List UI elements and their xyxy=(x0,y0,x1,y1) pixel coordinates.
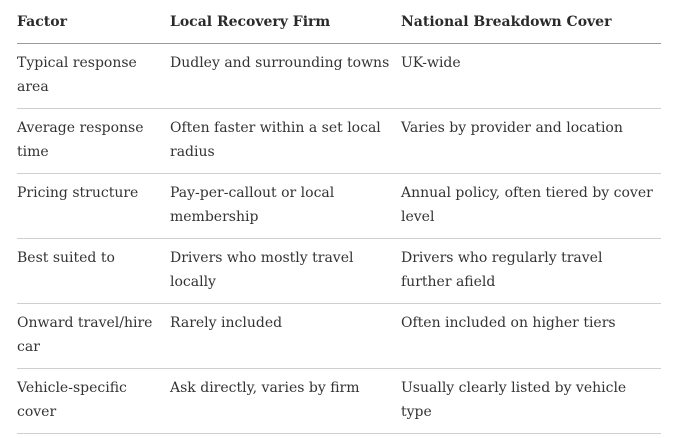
table-row xyxy=(17,304,661,369)
header-row xyxy=(17,0,661,44)
table-cell-factor xyxy=(17,174,170,239)
cell-text: Vehicle-specific cover xyxy=(17,380,127,420)
table-cell-national xyxy=(401,44,661,109)
table-body xyxy=(17,44,661,434)
cell-text: Ask directly, varies by firm xyxy=(170,380,360,396)
cell-text: Often faster within a set local radius xyxy=(170,120,381,160)
table-cell-local xyxy=(170,239,401,304)
cell-text: Usually clearly listed by vehicle type xyxy=(401,380,627,420)
table-cell-national xyxy=(401,239,661,304)
table-cell-factor xyxy=(17,44,170,109)
cell-text: Dudley and surrounding towns xyxy=(170,55,390,71)
cell-text: UK-wide xyxy=(401,55,461,71)
comparison-table xyxy=(17,0,661,434)
cell-text: Best suited to xyxy=(17,250,115,266)
cell-text: Often included on higher tiers xyxy=(401,315,616,331)
header-label: Factor xyxy=(17,13,67,30)
cell-text: Pricing structure xyxy=(17,185,139,201)
table-row xyxy=(17,239,661,304)
cell-text: Average response time xyxy=(17,120,144,160)
table-row xyxy=(17,174,661,239)
table-cell-factor xyxy=(17,304,170,369)
table-cell-local xyxy=(170,174,401,239)
header-label: Local Recovery Firm xyxy=(170,13,331,30)
table-cell-national xyxy=(401,304,661,369)
cell-text: Pay-per-callout or local membership xyxy=(170,185,335,225)
table-cell-national xyxy=(401,109,661,174)
table-cell-factor xyxy=(17,109,170,174)
table-cell-national xyxy=(401,369,661,434)
table-cell-local xyxy=(170,369,401,434)
header-national-breakdown-cover xyxy=(401,0,661,44)
table-cell-factor xyxy=(17,239,170,304)
cell-text: Annual policy, often tiered by cover level xyxy=(401,185,653,225)
header-local-recovery-firm xyxy=(170,0,401,44)
cell-text: Drivers who mostly travel locally xyxy=(170,250,354,290)
table-header xyxy=(17,0,661,44)
cell-text: Onward travel/hire car xyxy=(17,315,153,355)
table-cell-local xyxy=(170,109,401,174)
header-label: National Breakdown Cover xyxy=(401,13,612,30)
table-row xyxy=(17,109,661,174)
table-cell-local xyxy=(170,44,401,109)
cell-text: Drivers who regularly travel further afield xyxy=(401,250,603,290)
cell-text: Rarely included xyxy=(170,315,283,331)
table-cell-factor xyxy=(17,369,170,434)
cell-text: Varies by provider and location xyxy=(401,120,623,136)
cell-text: Typical response area xyxy=(17,55,137,95)
table-cell-local xyxy=(170,304,401,369)
comparison-table-container xyxy=(17,0,661,434)
table-row xyxy=(17,369,661,434)
header-factor xyxy=(17,0,170,44)
table-row xyxy=(17,44,661,109)
table-cell-national xyxy=(401,174,661,239)
